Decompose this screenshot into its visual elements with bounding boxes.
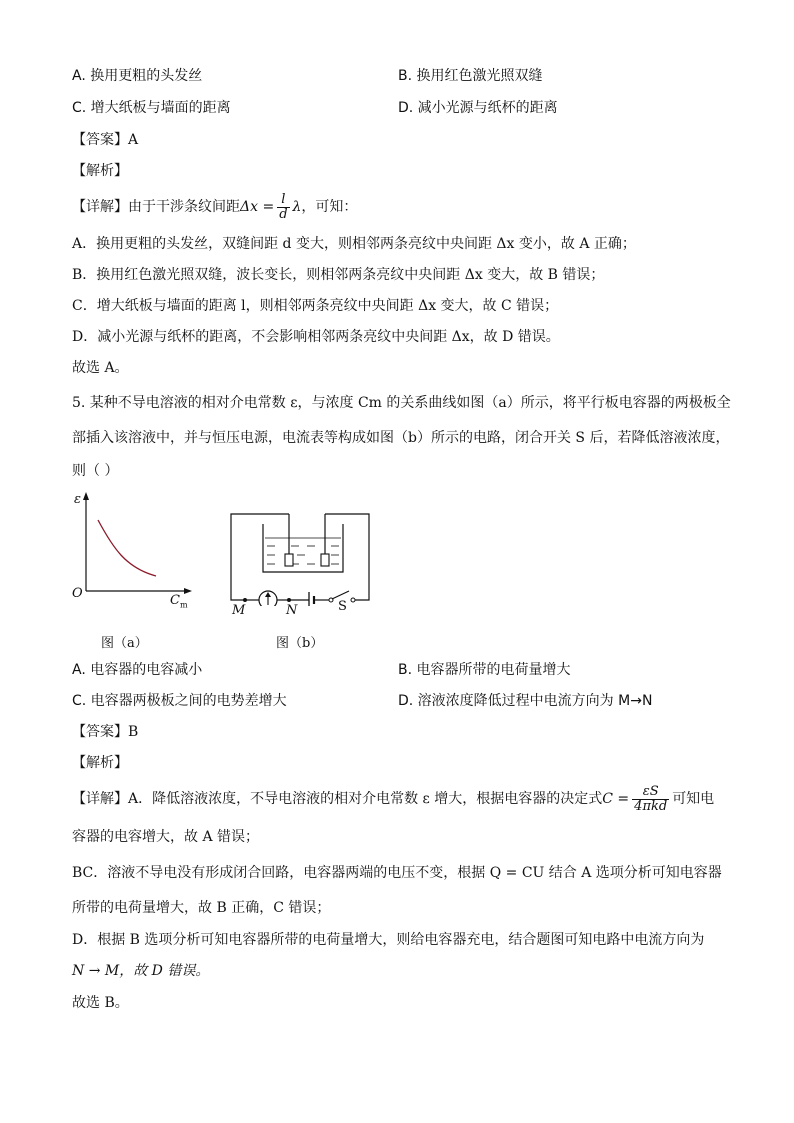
figure-b-label-n: N: [286, 603, 298, 618]
q4-option-a: A. 换用更粗的头发丝: [72, 68, 203, 84]
figure-a-x-label: $C_m$: [170, 593, 188, 610]
q5-detail-line-5: D．根据 B 选项分析可知电容器所带的电荷量增大，则给电容器充电，结合题图可知电路中电流方向为: [72, 932, 705, 948]
circuit-right-wire: [325, 514, 369, 600]
q5-option-d: D. 溶液浓度降低过程中电流方向为 M→N: [398, 693, 653, 709]
q5-detail-formula-line: [72, 782, 714, 816]
right-plate: [321, 554, 329, 566]
q4-detail-suffix: ，可知：: [301, 199, 358, 215]
q5-answer: 【答案】B: [72, 724, 139, 740]
figure-b-caption: 图（b）: [276, 636, 324, 651]
q5-detail-1-suffix: 可知电: [672, 791, 715, 807]
q4-option-c: C. 增大纸板与墙面的距离: [72, 100, 231, 116]
q4-formula-num: l: [277, 193, 289, 208]
cap-formula-num: εS: [632, 785, 669, 800]
q5-analysis-heading: 【解析】: [72, 755, 128, 771]
left-plate: [285, 554, 293, 566]
q5-detail-line-2: 容器的电容增大，故 A 错误；: [72, 829, 260, 845]
q4-answer: 【答案】A: [72, 132, 139, 148]
switch-lever: [332, 591, 349, 599]
figure-a-origin-label: O: [72, 586, 83, 601]
q4-formula-rhs: λ: [292, 199, 302, 215]
q4-detail-line-a: A．换用更粗的头发丝，双缝间距 d 变大，则相邻两条亮纹中央间距 Δx 变小，故 A 正确；: [72, 236, 636, 252]
figure-a-y-label: ε: [74, 492, 81, 507]
figure-b-label-s: S: [338, 599, 347, 614]
q4-detail-line-d: D．减小光源与纸杯的距离，不会影响相邻两条亮纹中央间距 Δx，故 D 错误。: [72, 329, 560, 345]
q4-formula-lhs: Δx =: [240, 199, 275, 215]
cap-formula-fraction: [632, 785, 669, 814]
q5-option-a: A. 电容器的电容减小: [72, 662, 203, 678]
figure-b-circuit: [225, 510, 375, 606]
q5-option-b: B. 电容器所带的电荷量增大: [398, 662, 571, 678]
q5-detail-1-prefix: 【详解】A．降低溶液浓度，不导电溶液的相对介电常数 ε 增大，根据电容器的决定式: [72, 791, 603, 807]
figure-a-caption: 图（a）: [101, 636, 148, 651]
q5-stem-line-2: 部插入该溶液中，并与恒压电源，电流表等构成如图（b）所示的电路，闭合开关 S 后，若降低溶液浓度，: [72, 430, 730, 446]
figure-b-label-m: M: [232, 603, 246, 618]
q5-stem-line-3: 则（ ）: [72, 463, 119, 479]
q5-option-c: C. 电容器两极板之间的电势差增大: [72, 693, 287, 709]
q4-detail-prefix: 【详解】由于干涉条纹间距: [72, 199, 240, 215]
circuit-left-wire: [231, 514, 289, 600]
q4-option-b: B. 换用红色激光照双缝: [398, 68, 543, 84]
figure-a-y-arrow: [83, 492, 89, 500]
beaker: [263, 524, 343, 572]
q4-detail-line-c: C．增大纸板与墙面的距离 l，则相邻两条亮纹中央间距 Δx 变大，故 C 错误；: [72, 298, 559, 314]
q4-option-d: D. 减小光源与纸杯的距离: [398, 100, 558, 116]
q4-formula-fraction: [277, 193, 289, 222]
switch-contact: [351, 598, 355, 602]
figure-a-curve: [98, 520, 156, 576]
q4-detail-line-b: B．换用红色激光照双缝，波长变长，则相邻两条亮纹中央间距 Δx 变大，故 B 错误；: [72, 267, 605, 283]
q4-conclusion: 故选 A。: [72, 360, 129, 376]
q4-formula-den: d: [279, 206, 288, 222]
cap-formula-den: 4πkd: [634, 798, 668, 814]
q5-conclusion: 故选 B。: [72, 995, 129, 1011]
q5-detail-line-3: BC．溶液不导电没有形成闭合回路，电容器两端的电压不变，根据 Q = CU 结合 A 选项分析可知电容器: [72, 865, 722, 881]
q4-analysis-heading: 【解析】: [72, 163, 128, 179]
cap-formula-lhs: C =: [602, 791, 630, 807]
q5-detail-line-6: N → M，故 D 错误。: [72, 963, 210, 979]
q4-detail-formula-line: [72, 190, 357, 224]
q5-stem-line-1: 5. 某种不导电溶液的相对介电常数 ε，与浓度 Cm 的关系曲线如图（a）所示，将平行板电容器的两极板全: [72, 395, 731, 411]
q5-detail-line-4: 所带的电荷量增大，故 B 正确，C 错误；: [72, 900, 331, 916]
